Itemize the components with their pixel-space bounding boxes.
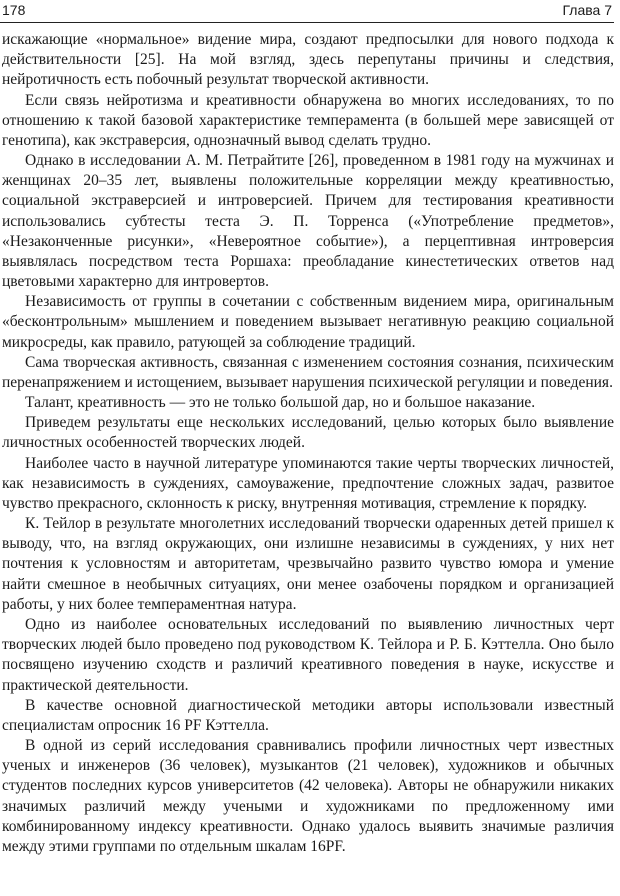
- page-number: 178: [2, 2, 26, 18]
- chapter-title: Глава 7: [562, 2, 612, 18]
- paragraph: В качестве основной диагностической методики авторы использовали известный специалистам опросник 16 PF Кэттелла.: [2, 696, 614, 734]
- page-body: [2, 30, 614, 857]
- paragraph: Приведем результаты еще нескольких исследований, целью которых было выявление личностных особенностей творческих людей.: [2, 414, 614, 452]
- paragraph: искажающие «нормальное» видение мира, создают предпосылки для нового подхода к действительности [25]. На мой взгляд, здесь перепутаны причины и следствия, нейротичность есть побочный результат творческой активности.: [2, 31, 614, 89]
- paragraph: К. Тейлор в результате многолетних исследований творчески одаренных детей пришел к выводу, что, на взгляд окружающих, они излишне независимы в суждениях, у них нет почтения к условностям и авторитетам, чрезвычайно развито чувство юмора и умение найти смешное в необычных ситуациях, они менее озабочены порядком и организацией работы, у них более темпераментная натура.: [2, 515, 614, 613]
- paragraph: В одной из серий исследования сравнивались профили личностных черт известных ученых и инженеров (36 человек), музыкантов (21 человек), художников и обычных студентов последних курсов университетов (42 человека). Авторы не обнаружили никаких значимых различий между учеными и художниками по предложенному ими комбинированному индексу креативности. Однако удалось выявить значимые различия между этими группами по отдельным шкалам 16PF.: [2, 737, 614, 855]
- paragraph: Сама творческая активность, связанная с изменением состояния сознания, психическим перенапряжением и истощением, вызывает нарушения психической регуляции и поведения.: [2, 353, 614, 391]
- paragraph: Если связь нейротизма и креативности обнаружена во многих исследованиях, то по отношению к такой базовой характеристике темперамента (в большей мере зависящей от генотипа), как экстраверсия, однозначный вывод сделать трудно.: [2, 91, 614, 149]
- paragraph: Талант, креативность — это не только большой дар, но и большое наказание.: [25, 394, 536, 412]
- paragraph: Одно из наиболее основательных исследований по выявлению личностных черт творческих людей было проведено под руководством К. Тейлора и Р. Б. Кэттелла. Оно было посвящено изучению сходств и различий креативного поведения в науке, искусстве и практической деятельности.: [2, 615, 614, 694]
- paragraph: Однако в исследовании А. М. Петрайтите [26], проведенном в 1981 году на мужчинах и женщинах 20–35 лет, выявлены положительные корреляции между креативностью, социальной экстраверсией и интроверсией. Причем для тестирования креативности использовались субтесты теста Э. П. Торренса («Употребление предметов», «Незаконченные рисунки», «Невероятное событие»), а перцептивная интроверсия выявлялась посредством теста Роршаха: преобладание кинестетических ответов над цветовыми характерно для интровертов.: [2, 152, 614, 291]
- running-header: [0, 0, 614, 23]
- paragraph: Независимость от группы в сочетании с собственным видением мира, оригинальным «бесконтрольным» мышлением и поведением вызывает негативную реакцию социальной микросреды, как правило, ратующей за соблюдение традиций.: [2, 293, 614, 351]
- paragraph: Наиболее часто в научной литературе упоминаются такие черты творческих личностей, как независимость в суждениях, самоуважение, предпочтение сложных задач, развитое чувство прекрасного, склонность к риску, внутренняя мотивация, стремление к порядку.: [2, 454, 614, 512]
